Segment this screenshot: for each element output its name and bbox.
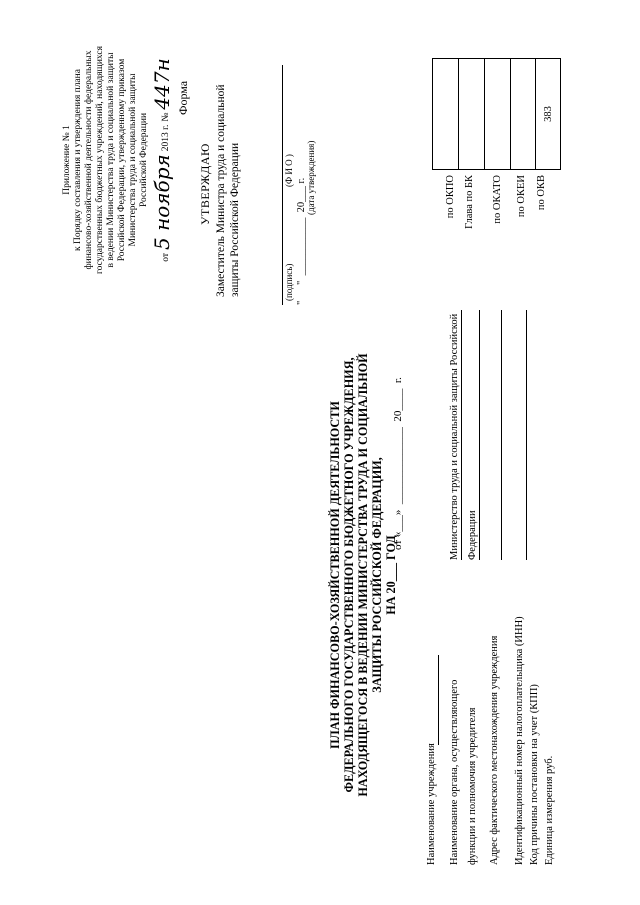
founder-label-2: функции и полномочия учредителя — [467, 707, 478, 865]
inn-rule — [526, 310, 527, 560]
inn-label: Идентификационный номер налогоплательщика (ИНН) — [514, 616, 525, 865]
title-line-3: НА 20___ ГОД — [384, 535, 398, 615]
founder-rule-2 — [479, 310, 480, 560]
title-line-2: ФЕДЕРАЛЬНОГО ГОСУДАРСТВЕННОГО БЮДЖЕТНОГО УЧРЕЖДЕНИЯ, НАХОДЯЩЕГОСЯ В ВЕДЕНИИ МИНИСТЕРСТВА ТРУДА И СОЦИАЛЬНОЙ ЗАЩИТЫ РОССИЙСКОЙ ФЕДЕРАЦИИ, — [342, 353, 384, 797]
appendix-from: от — [161, 253, 171, 262]
appendix-line: Российской Федерации, утвержденному приказом — [117, 58, 127, 262]
appendix-line: Министерства труда и социальной защиты — [128, 73, 138, 247]
plan-date-row: от «___» ______________ 20____ г. — [392, 377, 404, 550]
code-cell-okei — [511, 59, 536, 170]
appendix-line: государственных бюджетных учреждений, находящихся — [95, 46, 105, 274]
institution-name-rule — [438, 655, 439, 745]
address-rule — [501, 310, 502, 560]
handwritten-day: 5 ноября — [150, 154, 174, 251]
codes-table — [432, 58, 561, 170]
approval-date-caption: (дата утверждения) — [306, 140, 316, 215]
code-label-bk: Глава по БК — [464, 175, 475, 229]
title-line-1: ПЛАН ФИНАНСОВО-ХОЗЯЙСТВЕННОЙ ДЕЯТЕЛЬНОСТИ — [328, 401, 342, 749]
appendix-line: к Порядку составления и утверждения плана — [73, 69, 83, 251]
unit-label: Единица измерения руб. — [544, 755, 555, 865]
handwritten-number: 447н — [150, 58, 174, 110]
code-label-okpo: по ОКПО — [445, 175, 456, 219]
appendix-line: Приложение № 1 — [62, 125, 72, 195]
appendix-year: 2013 г. — [161, 124, 171, 152]
appendix-number-label: № — [161, 112, 171, 122]
approval-title: УТВЕРЖДАЮ — [198, 143, 212, 225]
code-label-okv: по ОКВ — [536, 175, 547, 211]
approval-position: Заместитель Министра труда и социальной защиты Российской Федерации — [215, 84, 241, 297]
code-label-okei: по ОКЕИ — [516, 175, 527, 218]
appendix-line: финансово-хозяйственной деятельности федеральных — [84, 50, 94, 270]
address-label: Адрес фактического местонахождения учреждения — [489, 635, 500, 865]
code-label-okato: по ОКАТО — [492, 175, 503, 224]
institution-name-label: Наименование учреждения — [426, 743, 437, 865]
appendix-line: Российской Федерации — [139, 112, 149, 208]
appendix-date-number — [152, 15, 172, 305]
appendix-line: в ведении Министерства труда и социальной защиты — [106, 52, 116, 268]
code-cell-okpo — [433, 59, 459, 170]
founder-value-1: Министерство труда и социальной защиты Российской — [449, 313, 460, 560]
kpp-label: Код причины постановки на учет (КПП) — [529, 684, 540, 865]
code-cell-okato — [485, 59, 511, 170]
document-title — [328, 340, 398, 810]
founder-value-2: Федерации — [467, 510, 478, 560]
appendix-block — [62, 15, 172, 305]
signature-line — [282, 65, 283, 305]
approval-date-line: " " ___________ 20___ г. — [296, 177, 307, 305]
founder-rule-1 — [461, 310, 462, 560]
signature-caption: (подпись) — [284, 263, 294, 301]
fio-caption: (Ф И О ) — [284, 154, 294, 187]
code-cell-okv: 383 — [536, 59, 561, 170]
code-cell-bk — [459, 59, 485, 170]
founder-label-1: Наименование органа, осуществляющего — [449, 679, 460, 865]
form-label: Форма — [176, 80, 190, 115]
